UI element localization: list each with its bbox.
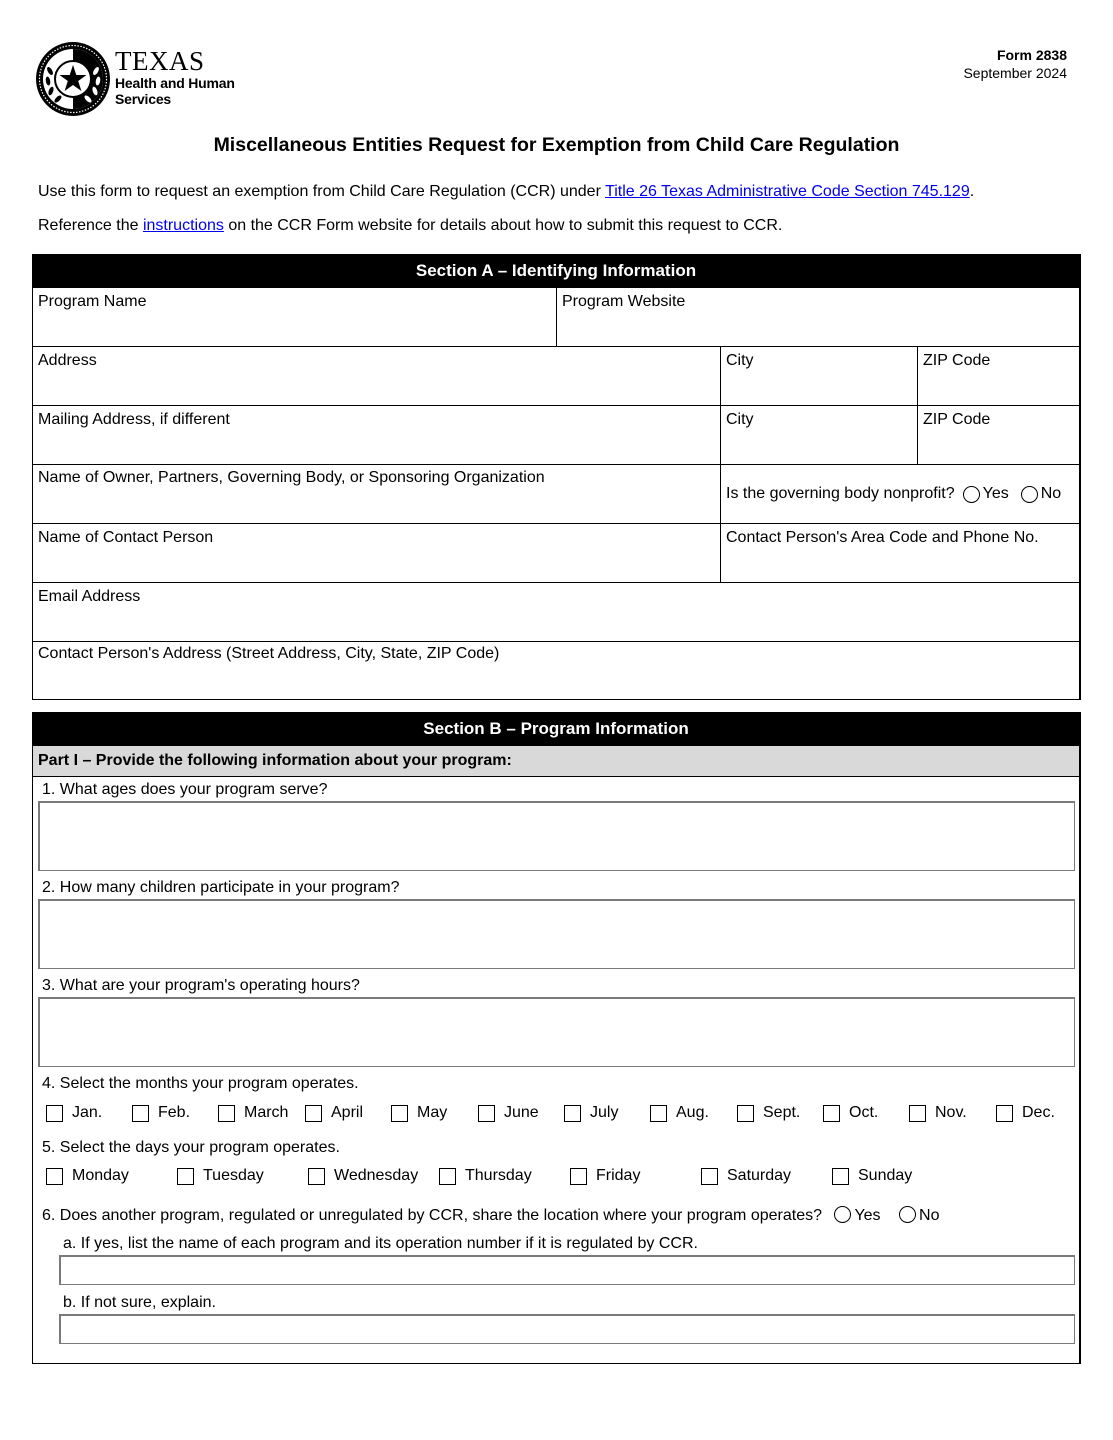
intro-text: on the CCR Form website for details about how to submit this request to CCR.: [223, 217, 783, 234]
intro-paragraph-1: [38, 183, 974, 201]
checkbox[interactable]: [564, 1105, 581, 1122]
checkbox-label: March: [244, 1104, 289, 1121]
section-a-heading: Section A – Identifying Information: [33, 255, 1079, 287]
month-checkbox-item[interactable]: [218, 1104, 288, 1122]
month-checkbox-item[interactable]: [996, 1104, 1055, 1122]
question-2: 2. How many children participate in your program?: [42, 879, 400, 896]
question-5: 5. Select the days your program operates.: [42, 1139, 340, 1156]
section-b-heading: Section B – Program Information: [33, 713, 1079, 745]
logo-subtitle-1: Health and Human: [115, 74, 235, 91]
page-title: Miscellaneous Entities Request for Exemption from Child Care Regulation: [213, 134, 900, 156]
logo-texas: TEXAS: [115, 45, 205, 76]
radio-label: No: [1040, 485, 1062, 502]
checkbox[interactable]: [478, 1105, 495, 1122]
program-website-field[interactable]: [556, 288, 1079, 346]
checkbox-label: Oct.: [849, 1104, 879, 1121]
row-mailing: [33, 405, 1079, 464]
month-checkbox-item[interactable]: [650, 1104, 709, 1122]
operating-hours-input[interactable]: [38, 997, 1075, 1067]
checkbox-label: Dec.: [1022, 1104, 1055, 1121]
checkbox[interactable]: [46, 1105, 63, 1122]
month-checkbox-item[interactable]: [391, 1104, 447, 1122]
checkbox-label: Nov.: [935, 1104, 967, 1121]
day-checkbox-item[interactable]: [832, 1167, 912, 1185]
field-label: Contact Person's Address (Street Address, City, State, ZIP Code): [38, 645, 500, 662]
contact-address-field[interactable]: [33, 642, 1079, 699]
checkbox[interactable]: [701, 1168, 718, 1185]
address-field[interactable]: [33, 347, 720, 405]
shared-location-yes-radio[interactable]: [834, 1206, 851, 1223]
radio-label: No: [919, 1207, 940, 1224]
checkbox-label: Saturday: [727, 1167, 792, 1184]
hhs-logo: [35, 41, 235, 117]
question-3: 3. What are your program's operating hours?: [42, 977, 360, 994]
shared-location-no-radio[interactable]: [899, 1206, 916, 1223]
checkbox[interactable]: [996, 1105, 1013, 1122]
checkbox-label: May: [417, 1104, 448, 1121]
zip-field[interactable]: [917, 347, 1079, 405]
day-checkbox-item[interactable]: [308, 1167, 418, 1185]
form-identifier: [963, 46, 1067, 82]
radio-label: Yes: [982, 485, 1009, 502]
city-field[interactable]: [720, 347, 917, 405]
month-checkbox-item[interactable]: [564, 1104, 618, 1122]
checkbox[interactable]: [650, 1105, 667, 1122]
question-6: [42, 1206, 939, 1225]
field-label: City: [726, 352, 754, 369]
intro-text: .: [969, 183, 975, 200]
field-label: Name of Contact Person: [38, 529, 214, 546]
month-checkbox-item[interactable]: [478, 1104, 539, 1122]
intro-paragraph-2: [38, 217, 782, 235]
day-checkbox-item[interactable]: [46, 1167, 129, 1185]
instructions-link[interactable]: instructions: [142, 217, 224, 234]
row-program: [33, 287, 1079, 346]
day-checkbox-item[interactable]: [439, 1167, 532, 1185]
question-6b: b. If not sure, explain.: [63, 1294, 216, 1311]
field-label: Name of Owner, Partners, Governing Body, or Sponsoring Organization: [38, 469, 545, 486]
row-contact-address: [33, 641, 1079, 699]
checkbox-label: April: [331, 1104, 364, 1121]
form-date: September 2024: [963, 65, 1067, 81]
intro-text: Reference the: [38, 217, 143, 234]
checkbox[interactable]: [909, 1105, 926, 1122]
contact-name-field[interactable]: [33, 524, 720, 582]
checkbox-label: July: [590, 1104, 619, 1121]
checkbox[interactable]: [439, 1168, 456, 1185]
checkbox-label: Monday: [72, 1167, 129, 1184]
month-checkbox-item[interactable]: [737, 1104, 800, 1122]
checkbox[interactable]: [132, 1105, 149, 1122]
mailing-zip-field[interactable]: [917, 406, 1079, 464]
checkbox-label: Thursday: [465, 1167, 532, 1184]
day-checkbox-item[interactable]: [701, 1167, 791, 1185]
nonprofit-yes-radio[interactable]: [963, 486, 980, 503]
nonprofit-label: Is the governing body nonprofit?: [726, 485, 955, 502]
checkbox[interactable]: [832, 1168, 849, 1185]
row-address: [33, 346, 1079, 405]
checkbox[interactable]: [737, 1105, 754, 1122]
field-label: Mailing Address, if different: [38, 411, 230, 428]
checkbox-label: Aug.: [676, 1104, 709, 1121]
children-count-input[interactable]: [38, 899, 1075, 969]
section-b: [32, 712, 1081, 1364]
ages-served-input[interactable]: [38, 801, 1075, 871]
checkbox[interactable]: [823, 1105, 840, 1122]
month-checkbox-item[interactable]: [132, 1104, 190, 1122]
checkbox[interactable]: [46, 1168, 63, 1185]
tac-link[interactable]: Title 26 Texas Administrative Code Section 745.129: [605, 183, 970, 200]
month-checkbox-item[interactable]: [823, 1104, 878, 1122]
field-label: Address: [38, 352, 97, 369]
checkbox-label: Sunday: [858, 1167, 913, 1184]
nonprofit-no-radio[interactable]: [1021, 486, 1038, 503]
checkbox-label: Jan.: [72, 1104, 103, 1121]
checkbox-label: Feb.: [158, 1104, 191, 1121]
row-owner: [33, 464, 1079, 523]
field-label: Program Website: [562, 293, 686, 310]
program-name-field[interactable]: [33, 288, 556, 346]
nonprofit-question: [720, 465, 1079, 523]
shared-programs-input[interactable]: [59, 1255, 1075, 1285]
owner-name-field[interactable]: [33, 465, 720, 523]
day-checkbox-item[interactable]: [570, 1167, 640, 1185]
question-1: 1. What ages does your program serve?: [42, 781, 328, 798]
row-contact: [33, 523, 1079, 582]
month-checkbox-item[interactable]: [46, 1104, 102, 1122]
checkbox[interactable]: [570, 1168, 587, 1185]
checkbox[interactable]: [218, 1105, 235, 1122]
question-6-text: 6. Does another program, regulated or unregulated by CCR, share the location where your program operates?: [42, 1207, 822, 1224]
field-label: ZIP Code: [923, 411, 991, 428]
field-label: Contact Person's Area Code and Phone No.: [726, 529, 1039, 546]
radio-label: Yes: [854, 1207, 881, 1224]
mailing-city-field[interactable]: [720, 406, 917, 464]
month-checkbox-item[interactable]: [909, 1104, 967, 1122]
field-label: Email Address: [38, 588, 141, 605]
question-6a: a. If yes, list the name of each program and its operation number if it is regulated by CCR.: [63, 1235, 698, 1252]
checkbox[interactable]: [177, 1168, 194, 1185]
logo-subtitle-2: Services: [115, 90, 172, 107]
section-a: [32, 254, 1081, 700]
field-label: ZIP Code: [923, 352, 991, 369]
checkbox[interactable]: [391, 1105, 408, 1122]
checkbox-label: Friday: [596, 1167, 641, 1184]
email-field[interactable]: [33, 583, 1079, 641]
question-4: 4. Select the months your program operates.: [42, 1075, 359, 1092]
checkbox-label: Wednesday: [334, 1167, 419, 1184]
not-sure-explain-input[interactable]: [59, 1314, 1075, 1344]
checkbox[interactable]: [308, 1168, 325, 1185]
part-1-heading: Part I – Provide the following information about your program:: [33, 745, 1079, 777]
day-checkbox-item[interactable]: [177, 1167, 264, 1185]
contact-phone-field[interactable]: [720, 524, 1079, 582]
field-label: City: [726, 411, 754, 428]
texas-seal-icon: [35, 41, 111, 117]
checkbox-label: Tuesday: [203, 1167, 264, 1184]
mailing-address-field[interactable]: [33, 406, 720, 464]
field-label: Program Name: [38, 293, 147, 310]
checkbox[interactable]: [305, 1105, 322, 1122]
form-number: Form 2838: [996, 47, 1067, 63]
row-email: [33, 582, 1079, 641]
checkbox-label: Sept.: [763, 1104, 801, 1121]
month-checkbox-item[interactable]: [305, 1104, 363, 1122]
checkbox-label: June: [504, 1104, 539, 1121]
intro-text: Use this form to request an exemption from Child Care Regulation (CCR) under: [38, 183, 606, 200]
